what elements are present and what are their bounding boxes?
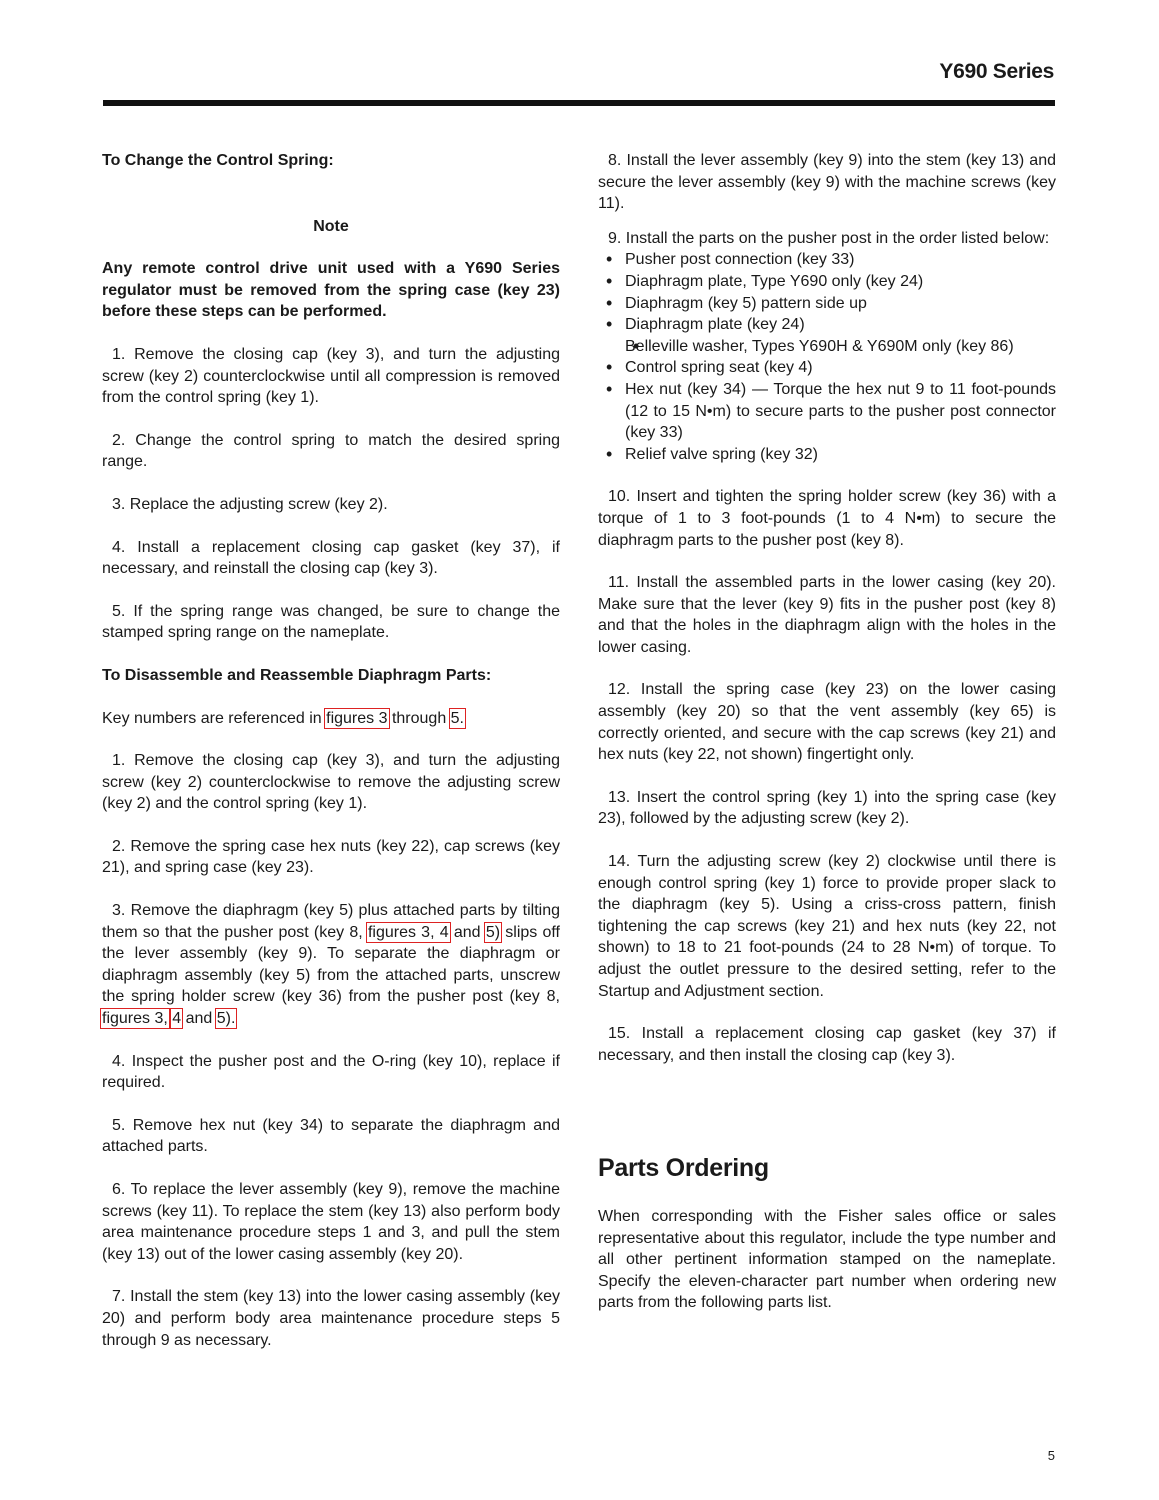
diaphragm-step bbox=[102, 900, 560, 1030]
spring-step: 1. Remove the closing cap (key 3), and turn the adjusting screw (key 2) counterclockwise until all compression is removed from the control spring (key 1). bbox=[102, 345, 560, 407]
step-text: and bbox=[448, 923, 486, 941]
note-title: Note bbox=[313, 217, 349, 235]
spring-step: 2. Change the control spring to match the desired spring range. bbox=[102, 431, 560, 471]
diaphragm-step: 9. Install the parts on the pusher post in the order listed below: bbox=[608, 229, 1050, 247]
figure-5-link[interactable]: 5). bbox=[216, 1010, 236, 1028]
list-item: • Hex nut (key 34) — Torque the hex nut 9 to 11 foot-pounds (12 to 15 N•m) to secure parts to the pusher post connector (key 33) bbox=[598, 379, 1056, 444]
left-column bbox=[102, 150, 560, 1372]
diaphragm-step: 2. Remove the spring case hex nuts (key 22), cap screws (key 21), and spring case (key 23). bbox=[102, 837, 560, 877]
diaphragm-step: 4. Inspect the pusher post and the O-ring (key 10), replace if required. bbox=[102, 1052, 560, 1092]
parts-ordering-body: When corresponding with the Fisher sales office or sales representative about this regulator, include the type number and all other pertinent information stamped on the nameplate. Specify the eleven-character part number when ordering new parts from the following parts list. bbox=[598, 1207, 1056, 1312]
figures-3-4-link[interactable]: figures 3, 4 bbox=[367, 923, 449, 941]
diaphragm-step: 11. Install the assembled parts in the lower casing (key 20). Make sure that the lever (key 9) fits in the pusher post (key 8) and that the holes in the diaphragm align with the holes in the lower casing. bbox=[598, 574, 1056, 656]
note-body: Any remote control drive unit used with a Y690 Series regulator must be removed from the spring case (key 23) before these steps can be performed. bbox=[102, 260, 560, 321]
diaphragm-step: 14. Turn the adjusting screw (key 2) clockwise until there is enough control spring (key 1) force to provide proper slack to the diaphragm (key 5). Using a criss-cross pattern, finish tightening the cap screws (key 21) and hex nuts (key 22, not shown) to 18 to 21 foot-pounds (24 to 28 N•m) of torque. To adjust the outlet pressure to the desired setting, refer to the Startup and Adjustment section. bbox=[598, 853, 1056, 1000]
key-note-text: Key numbers are referenced in bbox=[102, 709, 327, 727]
diaphragm-step: 10. Insert and tighten the spring holder screw (key 36) with a torque of 1 to 3 foot-pounds (1 to 4 N•m) to secure the diaphragm parts to the pusher post (key 8). bbox=[598, 488, 1056, 549]
list-item: • Diaphragm (key 5) pattern side up bbox=[598, 293, 1056, 315]
step-text: slips off the lever assembly (key 9). To separate the diaphragm or diaphragm assembly (key 5) from the attached parts, unscrew the spring holder screw (key 36) from the pusher post (key 8, bbox=[102, 923, 561, 1006]
list-item: • Control spring seat (key 4) bbox=[598, 357, 1056, 379]
list-item: • Belleville washer, Types Y690H & Y690M only (key 86) bbox=[598, 336, 1056, 358]
diaphragm-step: 1. Remove the closing cap (key 3), and turn the adjusting screw (key 2) counterclockwise to remove the adjusting screw (key 2) and the control spring (key 1). bbox=[102, 752, 560, 813]
parts-ordering-heading: Parts Ordering bbox=[598, 1154, 769, 1183]
list-item: • Diaphragm plate, Type Y690 only (key 24) bbox=[598, 271, 1056, 293]
step-text: and bbox=[181, 1010, 217, 1028]
heading-diaphragm-parts: To Disassemble and Reassemble Diaphragm Parts: bbox=[102, 666, 492, 684]
diaphragm-step: 5. Remove hex nut (key 34) to separate the diaphragm and attached parts. bbox=[102, 1116, 560, 1156]
spring-step: 5. If the spring range was changed, be sure to change the stamped spring range on the nameplate. bbox=[102, 602, 560, 642]
diaphragm-step: 7. Install the stem (key 13) into the lower casing assembly (key 20) and perform body area maintenance procedure steps 5 through 9 as necessary. bbox=[102, 1288, 560, 1349]
step-text: 3. Remove the diaphragm (key 5) plus attached parts by tilting them so that the pusher post (key 8, bbox=[102, 902, 560, 941]
parts-order-list bbox=[598, 249, 1056, 465]
diaphragm-step: 15. Install a replacement closing cap gasket (key 37) if necessary, and then install the closing cap (key 3). bbox=[598, 1025, 1056, 1064]
header-rule bbox=[103, 100, 1055, 106]
series-title: Y690 Series bbox=[939, 60, 1054, 83]
list-item: • Diaphragm plate (key 24) bbox=[598, 314, 1056, 336]
figures-3-link[interactable]: figures 3 bbox=[326, 709, 388, 727]
right-column bbox=[598, 150, 1056, 1335]
diaphragm-step: 6. To replace the lever assembly (key 9), remove the machine screws (key 11). To replace the stem (key 13) also perform body area maintenance procedure steps 1 and 3, and pull the stem (key 13) out of the lower casing assembly (key 20). bbox=[102, 1181, 560, 1263]
figure-5-link[interactable]: 5. bbox=[450, 709, 464, 727]
page-number: 5 bbox=[1047, 1448, 1055, 1463]
spring-step: 3. Replace the adjusting screw (key 2). bbox=[112, 495, 388, 513]
figure-5-link[interactable]: 5) bbox=[485, 923, 501, 941]
figure-3-link[interactable]: figures 3, bbox=[102, 1010, 168, 1028]
diaphragm-step: 12. Install the spring case (key 23) on the lower casing assembly (key 20) so that the vent assembly (key 65) is correctly oriented, and secure with the cap screws (key 21) and hex nuts (key 22, not shown) fingertight only. bbox=[598, 681, 1056, 764]
list-item: • Pusher post connection (key 33) bbox=[598, 249, 1056, 271]
key-numbers-note bbox=[102, 708, 560, 730]
heading-change-control-spring: To Change the Control Spring: bbox=[102, 152, 334, 169]
list-item: • Relief valve spring (key 32) bbox=[598, 444, 1056, 466]
spring-step: 4. Install a replacement closing cap gasket (key 37), if necessary, and reinstall the closing cap (key 3). bbox=[102, 538, 560, 578]
diaphragm-step: 8. Install the lever assembly (key 9) into the stem (key 13) and secure the lever assembly (key 9) with the machine screws (key 11). bbox=[598, 152, 1056, 213]
key-note-text: through bbox=[387, 709, 451, 727]
figure-4-link[interactable]: 4 bbox=[172, 1010, 182, 1028]
diaphragm-step: 13. Insert the control spring (key 1) into the spring case (key 23), followed by the adjusting screw (key 2). bbox=[598, 788, 1056, 828]
